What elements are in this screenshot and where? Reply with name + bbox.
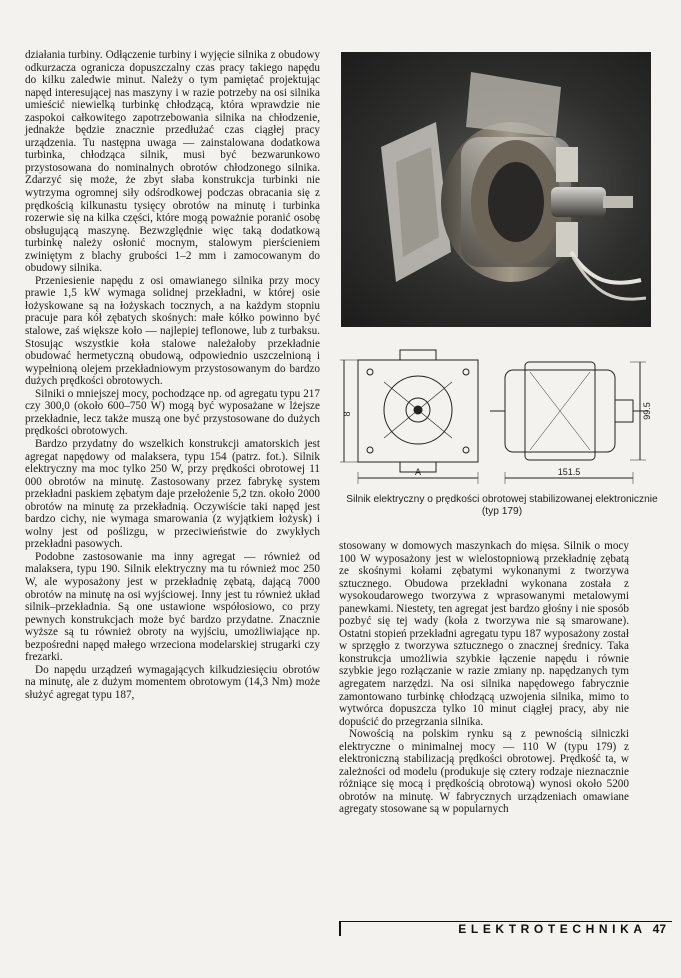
figure-caption: Silnik elektryczny o prędkości obrotowej stabilizowanej elektronicznie (typ 179) — [346, 494, 658, 517]
paragraph: Silniki o mniejszej mocy, pochodzące np. od agregatu typu 217 czy 300,0 (około 600–750 W) mogą być wyposażane w lżejsze przekładnie, lecz także muszą one być przystosowane do dużych prędkości obrotowych. — [25, 387, 320, 438]
dimension-label-height-right: 99.5 — [642, 402, 652, 420]
technical-drawing — [330, 342, 660, 497]
motor-dimension-drawing — [330, 342, 660, 497]
motor-photo — [341, 52, 651, 327]
footer-section-title: ELEKTROTECHNIKA — [458, 922, 647, 936]
page-number: 47 — [652, 922, 666, 936]
page-footer — [339, 921, 672, 936]
paragraph: Przeniesienie napędu z osi omawianego silnika przy mocy prawie 1,5 kW wymaga solidnej przekładni, w której osie łożyskowane są na łożyskach tocznych, a na każdym stopniu pracuje para kół zębatych skośnych: małe kółko powinno być stalowe, zaś większe koło — najlepiej teflonowe, lub z turbaksu. Stosując wszystkie koła stalowe należałoby przekładnie obudować hermetyczną obudową, odpowiednio uszczelnioną i wypełnioną olejem przekładniowym przystosowanym do bardzo dużych prędkości obrotowych. — [25, 274, 320, 388]
left-text-column — [25, 49, 320, 701]
dimension-label-width-left: A — [414, 467, 422, 477]
motor-photo-illustration — [341, 52, 651, 327]
paragraph: Podobne zastosowanie ma inny agregat — również od malaksera, typu 190. Silnik elektryczny ma tu również moc 250 W, ale wyposażony jest w przekładnię zębatą, dającą 7000 obrotów na minutę na osi wyjściowej. Inny jest tu również układ silnik–przekładnia. Są one ustawione współosiowo, co przy pewnych konstrukcjach może być bardzo przydatne. Znacznie wyższe są tu również obroty na wyjściu, umożliwiające np. bezpośredni napęd małego wrzeciona modelarskiej strugarki czy frezarki. — [25, 550, 320, 664]
paragraph: stosowany w domowych maszynkach do mięsa. Silnik o mocy 100 W wyposażony jest w wielostopniową przekładnię zębatą ze skośnymi kołami zębatymi wykonanymi z tworzywa sztucznego. Obudowa przekładni wykonana została z wysokoudarowego tworzywa z wprasowanymi metalowymi panewkami. Niestety, ten agregat jest bardzo głośny i nie sposób pozbyć się tej wady (koła z tworzywa nie są smarowane). Ostatni stopień przekładni agregatu typu 187 wyposażony został w sprzęgło z tworzywa sztucznego o znacznej średnicy. Taka konstrukcja umożliwia szybkie łączenie napędu i równie szybkie jego rozłączanie w razie zmiany np. napędzanych tym agregatem narzędzi. Na osi silnika napędowego fabrycznie zamontowano turbinkę chłodzącą uzwojenia silnika, mimo to wytwórca dopuszcza tylko 10 minut ciągłej pracy, aby nie dopuścić do przegrzania silnika. — [339, 540, 629, 728]
dimension-label-height-left: 8 — [342, 411, 352, 417]
paragraph: Nowością na polskim rynku są z pewnością silniczki elektryczne o minimalnej mocy — 110 W (typu 179) z elektroniczną stabilizacją prędkości obrotowej. Prędkość ta, w zależności od modelu (produkuje się cztery rodzaje nieznacznie różniące się mocą i prędkością obrotową) wynosi około 5200 obrotów na minutę. W fabrycznych urządzeniach omawiane agregaty stosowane są w popularnych — [339, 728, 629, 816]
dimension-label-width-right: 151.5 — [557, 467, 581, 477]
paragraph: działania turbiny. Odłączenie turbiny i wyjęcie silnika z obudowy odkurzacza ogranicza dopuszczalny czas pracy takiego napędu do kilku zaledwie minut. Należy o tym pamiętać projektując napęd interesującej nas maszyny i w razie potrzeby na osi silnika umieścić niewielką turbinkę chłodzącą, która wprawdzie nie zaspokoi całkowitego zapotrzebowania silnika na chłodzenie, jednakże będzie znacznie przedłużać czas ciągłej pracy urządzenia. Tu następna uwaga — zainstalowana dodatkowa turbinka, chłodząca silnik, musi być bezwarunkowo przystosowana do nominalnych obrotów chłodzonego silnika. Zdarzyć się może, że zbyt słaba konstrukcja turbinki nie wytrzyma ogromnej siły odśrodkowej podczas obracania się z prędkością kilkunastu tysięcy obrotów na minutę i turbinka rozerwie się na kilka części, które mogą poważnie poranić osobę obsługującą maszynę. Bezwzględnie więc taką dodatkową turbinkę należy osłonić mocnym, stalowym pierścieniem zwiniętym z blachy grubości 1–2 mm i zamocowanym do obudowy silnika. — [25, 49, 320, 275]
right-text-column — [339, 540, 629, 816]
paragraph: Do napędu urządzeń wymagających kilkudziesięciu obrotów na minutę, ale z dużym momentem obrotowym (14,3 Nm) może służyć agregat typu 187, — [25, 663, 320, 701]
paragraph: Bardzo przydatny do wszelkich konstrukcji amatorskich jest agregat napędowy od malaksera, typu 154 (patrz. fot.). Silnik elektryczny ma moc tylko 250 W, przy prędkości obrotowej 11 000 obrotów na minutę. Zastosowany przez fabrykę system przekładni paskiem zębatym daje przełożenie 5,2 tzn. około 2000 obrotów na minutę za przekładnią. Oczywiście taki napęd jest bardzo cichy, nie wymaga smarowania (z wyjątkiem łożysk) i wolny jest od poślizgu, w przeciwieństwie do zwykłych przekładni pasowych. — [25, 437, 320, 551]
